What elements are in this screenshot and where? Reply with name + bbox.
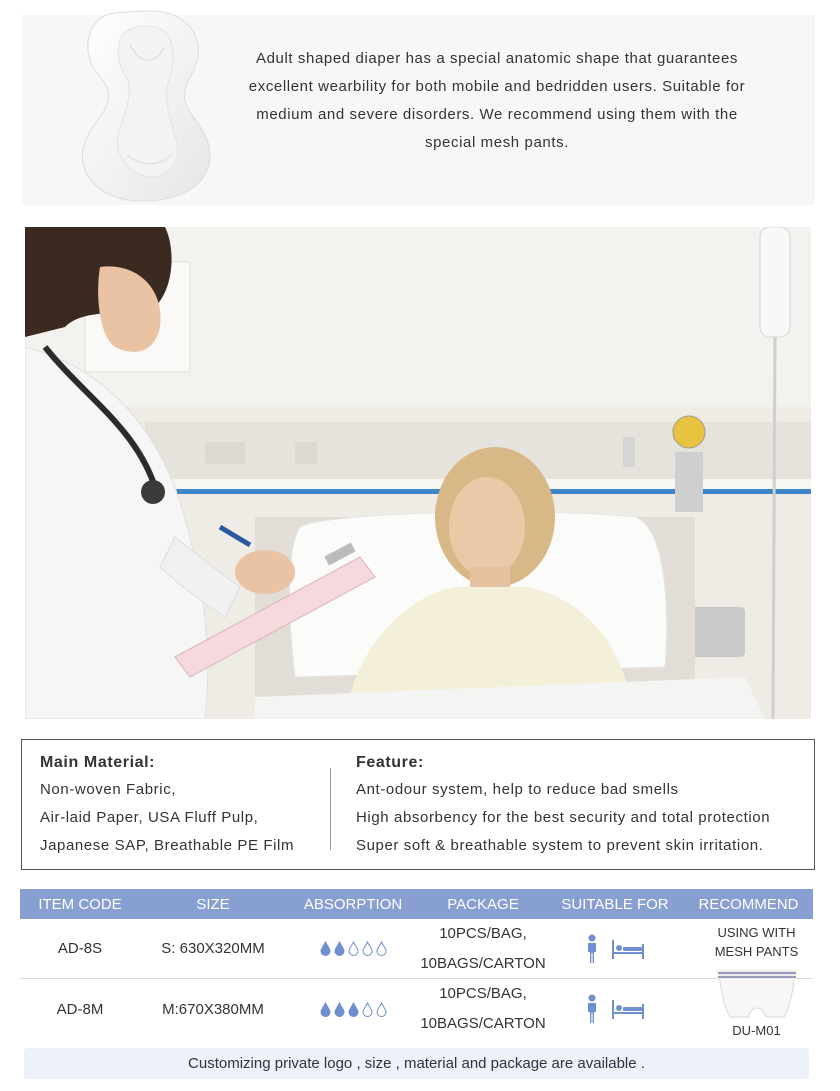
table-row [20,919,813,979]
suitable-for-cell [546,994,684,1024]
empty-drop-icon [348,941,359,956]
item-code-cell: AD-8M [56,1000,104,1018]
header-package: PACKAGE [447,895,519,913]
header-item-code: ITEM CODE [38,895,122,913]
absorption-rating [286,1002,420,1017]
package-line: 10BAGS/CARTON [420,1015,546,1032]
table-header [20,889,813,919]
recommend-title-line: MESH PANTS [714,944,799,959]
size-cell: M:670X380MM [162,1000,264,1018]
recommend-cell [700,921,813,1041]
intro-section [22,15,815,205]
mesh-pants-image [714,967,800,1021]
feature-line: High absorbency for the best security and total protection [356,809,771,826]
filled-drop-icon [334,1002,345,1017]
header-size: SIZE [196,895,230,913]
package-line: 10BAGS/CARTON [420,954,546,972]
package-cell [420,979,546,1039]
main-material-heading: Main Material: [40,754,156,771]
header-absorption: ABSORPTION [303,895,403,913]
filled-drop-icon [320,1002,331,1017]
filled-drop-icon [334,941,345,956]
bedridden-person-icon [611,998,645,1020]
recommend-product-code: DU-M01 [732,1023,781,1038]
size-cell: S: 630X320MM [161,940,265,957]
filled-drop-icon [348,1002,359,1017]
package-cell [420,919,546,979]
filled-drop-icon [320,941,331,956]
doctor-and-patient-photo [25,227,811,719]
feature-section [356,750,806,860]
package-line: 10PCS/BAG, [439,924,527,942]
table-row [20,979,813,1039]
material-line: Japanese SAP, Breathable PE Film [40,837,295,854]
feature-heading: Feature: [356,754,424,771]
feature-line: Super soft & breathable system to prevent skin irritation. [356,837,764,854]
feature-line: Ant-odour system, help to reduce bad smells [356,781,679,798]
standing-person-icon [585,994,599,1024]
empty-drop-icon [376,941,387,956]
empty-drop-icon [362,1002,373,1017]
package-line: 10PCS/BAG, [439,985,527,1002]
main-material-section [40,750,330,860]
empty-drop-icon [362,941,373,956]
spec-divider [330,768,331,850]
recommend-title-line: USING WITH [717,925,796,940]
material-line: Air-laid Paper, USA Fluff Pulp, [40,809,259,826]
bedridden-person-icon [611,938,645,960]
suitable-for-cell [546,934,684,964]
material-line: Non-woven Fabric, [40,781,177,798]
item-code-cell: AD-8S [57,940,103,957]
header-recommend: RECOMMEND [698,895,799,913]
specifications-box [21,739,815,870]
empty-drop-icon [376,1002,387,1017]
intro-description: Adult shaped diaper has a special anatomic shape that guarantees excellent wearbility for both mobile and bedridden users. Suitable for medium and severe disorders. We recommend using them with the special mesh pants. [248,50,746,151]
header-suitable-for: SUITABLE FOR [561,895,669,913]
product-table [20,889,813,1039]
absorption-rating [286,941,420,956]
standing-person-icon [585,934,599,964]
shaped-diaper-image [70,5,220,205]
customization-note: Customizing private logo , size , material and package are available . [24,1048,809,1079]
